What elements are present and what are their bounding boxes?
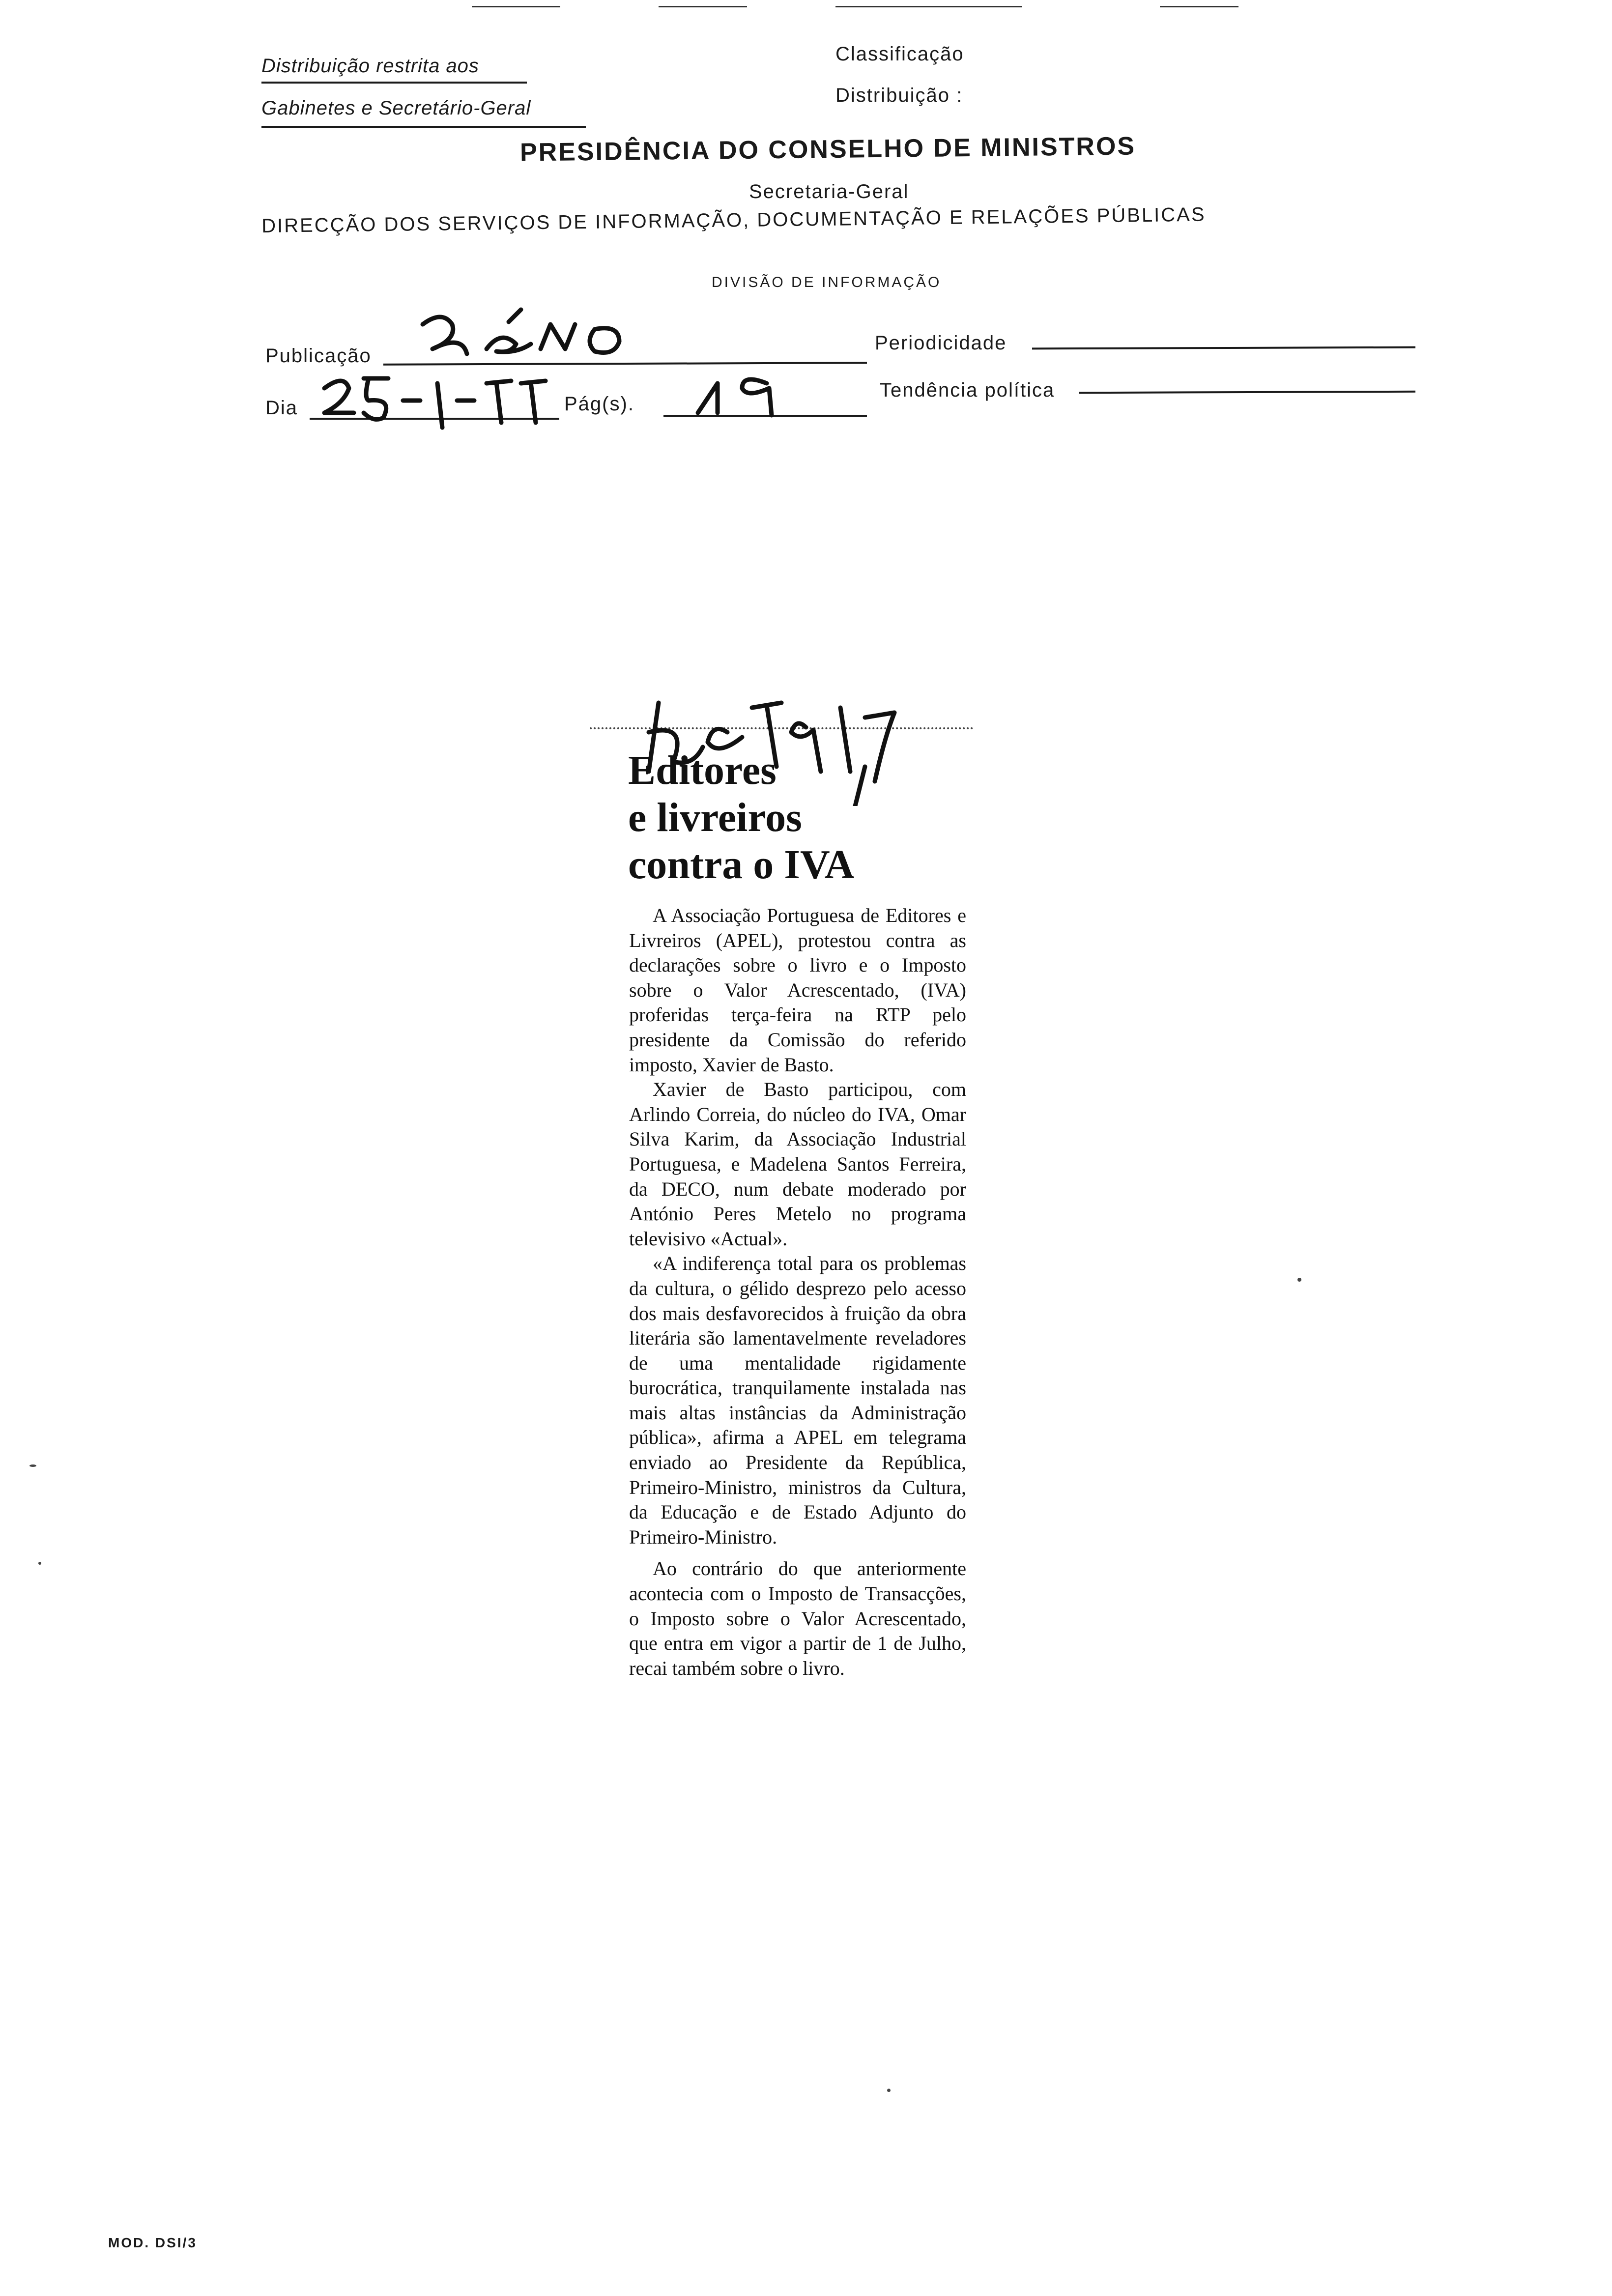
- scan-mark: [659, 6, 747, 7]
- article-paragraph-2: Xavier de Basto participou, com Arlindo Correia, do núcleo do IVA, Omar Silva Karim, da Associação Industrial Portuguesa, e Madelena Santos Ferreira, da DECO, num debate moderado por António Peres Metelo no programa televisivo «Actual».: [629, 1078, 966, 1250]
- scan-speck: [38, 1562, 41, 1565]
- division-line: DIVISÃO DE INFORMAÇÃO: [712, 274, 942, 290]
- scan-speck: [29, 1464, 36, 1467]
- form-code: MOD. DSI/3: [108, 2235, 197, 2250]
- direction-line: DIRECÇÃO DOS SERVIÇOS DE INFORMAÇÃO, DOCUMENTAÇÃO E RELAÇÕES PÚBLICAS: [261, 203, 1206, 237]
- headline-line-3: contra o IVA: [628, 842, 855, 888]
- pags-value: [727, 383, 728, 384]
- dia-label: Dia: [265, 397, 298, 419]
- publicacao-value: [491, 339, 494, 340]
- distribuicao-label: Distribuição :: [835, 85, 963, 106]
- periodicidade-label: Periodicidade: [875, 332, 1007, 354]
- dia-value: [403, 393, 406, 394]
- restricted-line-1: Distribuição restrita aos: [261, 55, 479, 77]
- scan-mark: [472, 6, 560, 7]
- pags-handwriting: [688, 354, 806, 423]
- restricted-underline-2: [261, 126, 586, 128]
- scan-mark: [835, 6, 1022, 7]
- publicacao-label: Publicação: [265, 345, 372, 367]
- restricted-underline-1: [261, 82, 527, 84]
- scan-speck: [1297, 1278, 1301, 1282]
- headline-line-2: e livreiros: [628, 795, 802, 840]
- page-title: PRESIDÊNCIA DO CONSELHO DE MINISTROS: [519, 132, 1136, 167]
- article-body: [629, 903, 966, 1681]
- classificacao-label: Classificação: [835, 43, 964, 65]
- scan-mark: [1160, 6, 1238, 7]
- headline-line-1: Editores: [628, 747, 777, 793]
- page-subtitle: Secretaria-Geral: [749, 181, 909, 202]
- tendencia-underline: [1079, 391, 1415, 394]
- article-paragraph-3: «A indiferença total para os problemas da cultura, o gélido desprezo pelo acesso dos mais desfavorecidos à fruição da obra literária são lamentavelmente reveladores de uma mentalidade rigidamente burocrática, tranquilamente instalada nas mais altas instâncias da Administração pública», afirma a APEL em telegrama enviado ao Presidente da República, Primeiro-Ministro, ministros da Cultura, da Educação e de Estado Adjunto do Primeiro-Ministro.: [629, 1252, 966, 1548]
- pags-label: Pág(s).: [564, 393, 634, 415]
- tendencia-label: Tendência política: [880, 379, 1055, 401]
- periodicidade-underline: [1032, 346, 1415, 350]
- scan-speck: [887, 2089, 891, 2092]
- dia-handwriting: [315, 354, 570, 437]
- article-paragraph-1: A Associação Portuguesa de Editores e Livreiros (APEL), protestou contra as declarações sobre o livro e o Imposto sobre o Valor Acrescentado, (IVA) proferidas terça-feira na RTP pelo presidente da Comissão do referido imposto, Xavier de Basto.: [629, 904, 966, 1076]
- article-paragraph-4: Ao contrário do que anteriormente acontecia com o Imposto de Transacções, o Imposto sobre o Valor Acrescentado, que entra em vigor a partir de 1 de Julho, recai também sobre o livro.: [629, 1557, 966, 1679]
- restricted-line-2: Gabinetes e Secretário-Geral: [261, 97, 531, 119]
